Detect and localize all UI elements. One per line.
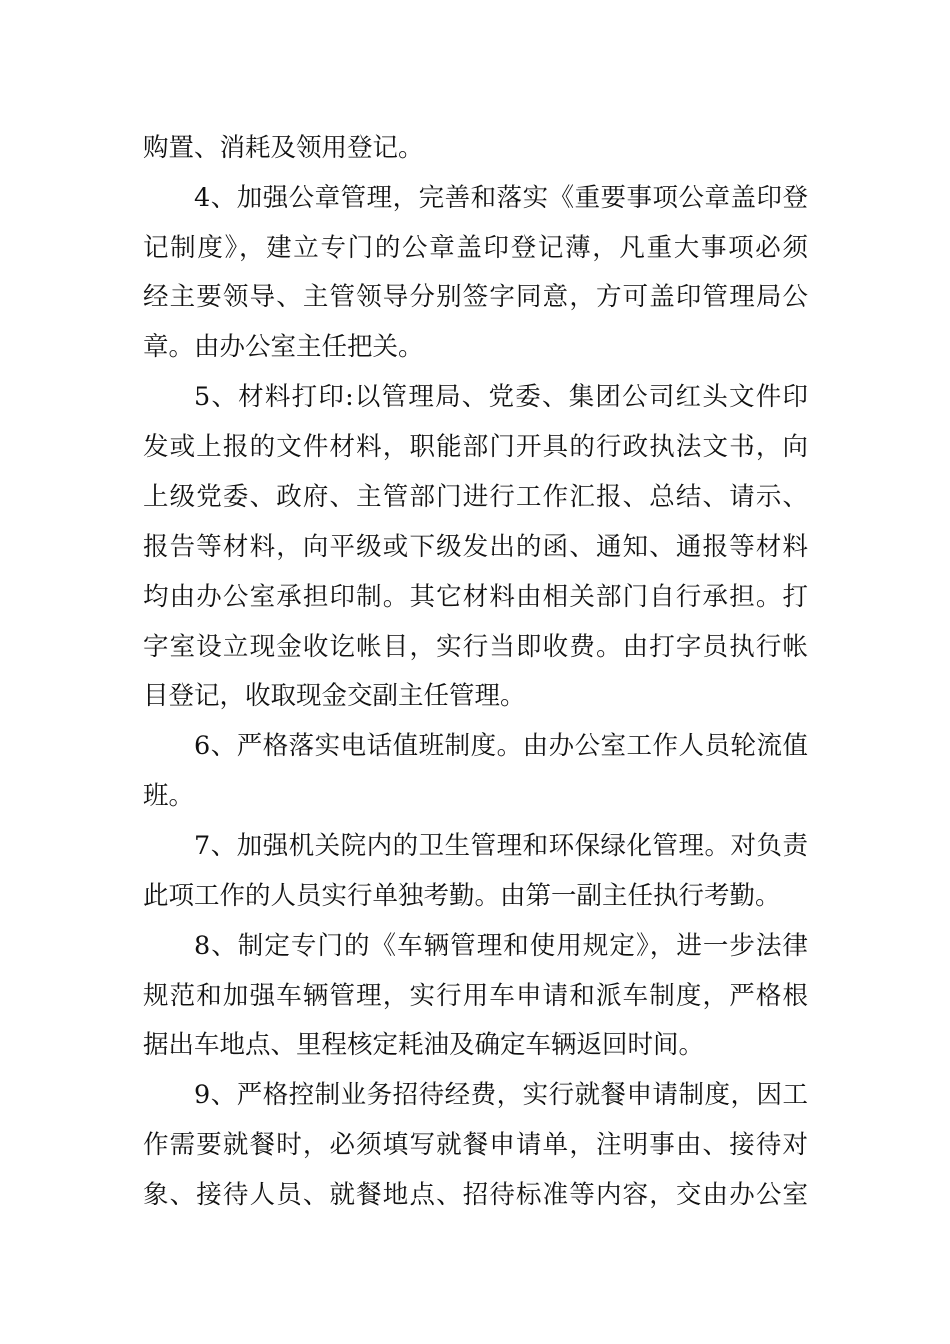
text-line: 据出车地点、里程核定耗油及确定车辆返回时间。 (143, 1030, 705, 1060)
text-line: 7、加强机关院内的卫生管理和环保绿化管理。对负责 (194, 831, 808, 861)
text-line: 规范和加强车辆管理，实行用车申请和派车制度，严格根 (143, 981, 808, 1011)
text-line: 班。 (143, 781, 195, 811)
text-line: 均由办公室承担印制。其它材料由相关部门自行承担。打 (143, 582, 808, 612)
text-line: 经主要领导、主管领导分别签字同意，方可盖印管理局公 (143, 282, 808, 312)
text-line: 目登记，收取现金交副主任管理。 (143, 681, 526, 711)
text-line: 记制度》，建立专门的公章盖印登记薄，凡重大事项必须 (143, 233, 808, 263)
text-line: 5、材料打印:以管理局、党委、集团公司红头文件印 (194, 382, 808, 412)
text-line: 上级党委、政府、主管部门进行工作汇报、总结、请示、 (143, 482, 808, 512)
text-line: 购置、消耗及领用登记。 (143, 133, 424, 163)
text-line: 4、加强公章管理，完善和落实《重要事项公章盖印登 (194, 183, 808, 213)
text-line: 6、严格落实电话值班制度。由办公室工作人员轮流值 (194, 731, 808, 761)
text-line: 9、严格控制业务招待经费，实行就餐申请制度，因工 (194, 1080, 808, 1110)
text-line: 字室设立现金收讫帐目，实行当即收费。由打字员执行帐 (143, 632, 808, 662)
text-line: 发或上报的文件材料，职能部门开具的行政执法文书，向 (143, 432, 808, 462)
text-line: 报告等材料，向平级或下级发出的函、通知、通报等材料 (143, 532, 808, 562)
text-line: 8、制定专门的《车辆管理和使用规定》，进一步法律 (194, 931, 808, 961)
text-line: 作需要就餐时，必须填写就餐申请单，注明事由、接待对 (143, 1130, 808, 1160)
text-line: 象、接待人员、就餐地点、招待标准等内容，交由办公室 (143, 1180, 808, 1210)
text-line: 此项工作的人员实行单独考勤。由第一副主任执行考勤。 (143, 881, 781, 911)
text-line: 章。由办公室主任把关。 (143, 332, 424, 362)
